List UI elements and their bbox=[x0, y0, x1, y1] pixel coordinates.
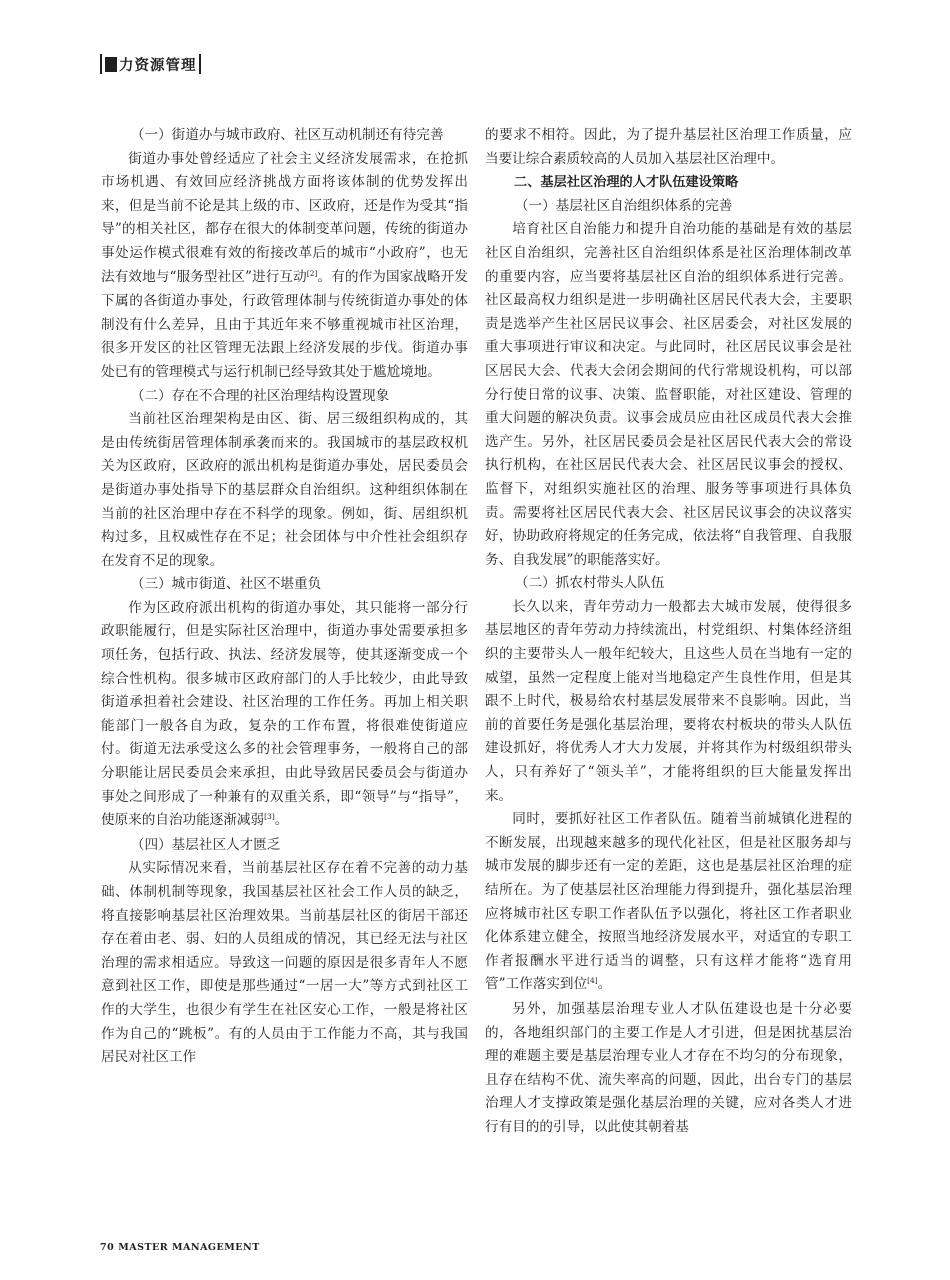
body-paragraph bbox=[101, 408, 468, 573]
left-column bbox=[101, 124, 468, 1070]
paragraph-text-tail: 。有的作为国家战略开发下属的各街道办事处，行政管理体制与传统街道办事处的体制没有什么差异，且由于其近年来不够重视城市社区治理，很多开发区的社区管理无法跟上经济发展的步伐。街道办事处已有的管理模式与运行机制已经导致其处于尴尬境地。 bbox=[101, 268, 469, 380]
section-subheading bbox=[485, 572, 852, 596]
body-paragraph bbox=[485, 808, 852, 998]
paragraph-text: （三）城市街道、社区不堪重负 bbox=[130, 576, 322, 593]
header-bar-left bbox=[100, 54, 102, 74]
body-paragraph bbox=[485, 596, 852, 808]
section-subheading bbox=[101, 573, 468, 597]
paragraph-text: 作为区政府派出机构的街道办事处，其只能将一部分行政职能履行，但是实际社区治理中，街道办事处需要承担多项任务，包括行政、执法、经济发展等，使其逐渐变成一个综合性机构。很多城市区政府部门的人手比较少，由此导致街道承担着社会建设、社区治理的工作任务。再加上相关职能部门一般各自为政，复杂的工作布置，将很难使街道应付。街道无法承受这么多的社会管理事务，一般将自己的部分职能让居民委员会来承担，由此导致居民委员会与街道办事处之间形成了一种兼有的双重关系，即“领导”与“指导”，使原来的自治功能逐渐减弱 bbox=[101, 599, 468, 829]
header-title: 力资源管理 bbox=[119, 57, 197, 74]
citation-ref: [3] bbox=[264, 812, 275, 822]
paragraph-text-tail: 。 bbox=[597, 976, 612, 993]
paragraph-text: （二）抓农村带头人队伍 bbox=[514, 575, 665, 592]
paragraph-text: （一）基层社区自治组织体系的完善 bbox=[514, 197, 733, 214]
paragraph-text: 的要求不相符。因此，为了提升基层社区治理工作质量，应当要让综合素质较高的人员加入基层社区治理中。 bbox=[485, 127, 852, 167]
body-paragraph bbox=[485, 218, 852, 572]
journal-name: MASTER MANAGEMENT bbox=[118, 1242, 260, 1253]
citation-ref: [4] bbox=[587, 976, 598, 986]
body-paragraph bbox=[101, 597, 468, 834]
page-footer bbox=[100, 1242, 260, 1253]
section-subheading bbox=[101, 385, 468, 409]
continued-paragraph bbox=[485, 124, 852, 171]
section-heading bbox=[485, 171, 852, 195]
section-subheading bbox=[101, 834, 468, 858]
body-paragraph bbox=[101, 857, 468, 1069]
citation-ref: [2] bbox=[306, 268, 318, 278]
paragraph-text: 二、基层社区治理的人才队伍建设策略 bbox=[514, 175, 739, 191]
paragraph-text: 同时，要抓好社区工作者队伍。随着当前城镇化进程的不断发展，出现越来越多的现代化社区，但是社区服务却与城市发展的脚步还有一定的差距，这也是基层社区治理的症结所在。为了使基层社区治理能力得到提升，强化基层治理应将城市社区专职工作者队伍予以强化，将社区工作者职业化体系建立健全，按照当地经济发展水平，对适宜的专职工作者报酬水平进行适当的调整，只有这样才能将“选育用管”工作落实到位 bbox=[485, 811, 852, 993]
section-subheading bbox=[101, 124, 468, 148]
paragraph-text: 长久以来，青年劳动力一般都去大城市发展，使得很多基层地区的青年劳动力持续流出，村党组织、村集体经济组织的主要带头人一般年纪较大，且这些人员在当地有一定的威望，虽然一定程度上能对当地稳定产生良性作用，但是其跟不上时代，极易给农村基层发展带来不良影响。因此，当前的首要任务是强化基层治理，要将农村板块的带头人队伍建设抓好，将优秀人才大力发展，并将其作为村级组织带头人，只有养好了“领头羊”，才能将组织的巨大能量发挥出来。 bbox=[485, 598, 852, 804]
paragraph-text: 从实际情况来看，当前基层社区存在着不完善的动力基础、体制机制等现象，我国基层社区社会工作人员的缺乏，将直接影响基层社区治理效果。当前基层社区的街居干部还存在着由老、弱、妇的人员组成的情况，其已经无法与社区治理的需求相适应。导致这一问题的原因是很多青年人不愿意到社区工作，即使是那些通过“一居一大”等方式到社区工作的大学生，也很少有学生在社区安心工作，一般是将社区作为自己的“跳板”。有的人员由于工作能力不高，其与我国居民对社区工作 bbox=[101, 860, 468, 1066]
paragraph-text-tail: 。 bbox=[274, 812, 289, 829]
header-bar-right bbox=[199, 54, 201, 74]
paragraph-text: （四）基层社区人才匮乏 bbox=[130, 836, 281, 853]
body-paragraph bbox=[485, 998, 852, 1140]
paragraph-text: （一）街道办与城市政府、社区互动机制还有待完善 bbox=[130, 127, 444, 143]
paragraph-text: （二）存在不合理的社区治理结构设置现象 bbox=[130, 387, 390, 404]
paragraph-text: 培育社区自治能力和提升自治功能的基础是有效的基层社区自治组织，完善社区自治组织体系是社区治理体制改革的重要内容，应当要将基层社区自治的组织体系进行完善。社区最高权力组织是进一步明确社区居民代表大会，主要职责是选举产生社区居民议事会、社区居委会，对社区发展的重大事项进行审议和决定。与此同时，社区居民议事会是社区居民大会、代表大会闭会期间的代行常规设机构，可以部分行使日常的议事、决策、监督职能，对社区建设、管理的重大问题的解决负责。议事会成员应由社区成员代表大会推选产生。另外，社区居民委员会是社区居民代表大会的常设执行机构，在社区居民代表大会、社区居民议事会的授权、监督下，对组织实施社区的治理、服务等事项进行具体负责。需要将社区居民代表大会、社区居民议事会的决议落实好，协助政府将规定的任务完成，依法将“自我管理、自我服务、自我发展”的职能落实好。 bbox=[485, 221, 852, 568]
right-column bbox=[485, 124, 852, 1140]
header-block-mark bbox=[105, 57, 117, 72]
page-number: 70 bbox=[100, 1242, 115, 1253]
running-header bbox=[100, 52, 201, 76]
section-subheading bbox=[485, 195, 852, 219]
body-paragraph bbox=[101, 148, 468, 385]
paragraph-text: 当前社区治理架构是由区、街、居三级组织构成的，其是由传统街居管理体制承袭而来的。我国城市的基层政权机关为区政府，区政府的派出机构是街道办事处，居民委员会是街道办事处指导下的基层群众自治组织。这种组织体制在当前的社区治理中存在不科学的现象。例如，街、居组织机构过多，且权威性存在不足；社会团体与中介性社会组织存在发育不足的现象。 bbox=[101, 411, 468, 569]
paragraph-text: 另外，加强基层治理专业人才队伍建设也是十分必要的，各地组织部门的主要工作是人才引进，但是困扰基层治理的难题主要是基层治理专业人才存在不均匀的分布现象，且存在结构不优、流失率高的问题，因此，出台专门的基层治理人才支撑政策是强化基层治理的关键，应对各类人才进行有目的的引导，以此使其朝着基 bbox=[485, 1000, 852, 1135]
paragraph-text: 街道办事处曾经适应了社会主义经济发展需求，在抢抓市场机遇、有效回应经济挑战方面将该体制的优势发挥出来，但是当前不论是其上级的市、区政府，还是作为受其“指导”的相关社区，都存在很大的体制变革问题，传统的街道办事处运作模式很难有效的衔接改革后的城市“小政府”，也无法有效地与“服务型社区”进行互动 bbox=[101, 150, 468, 285]
